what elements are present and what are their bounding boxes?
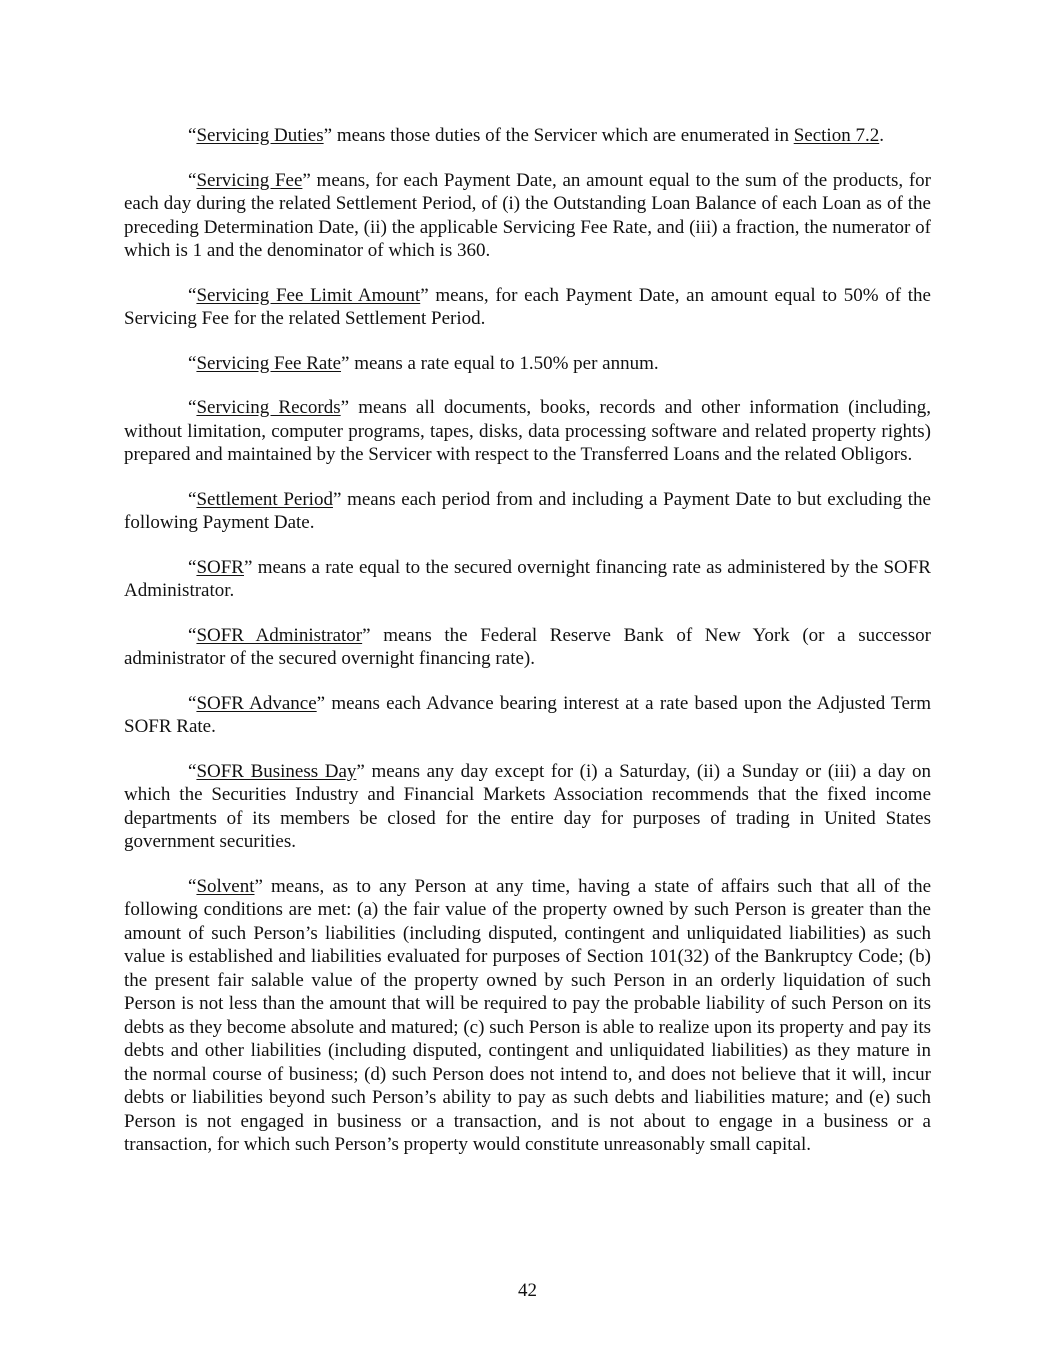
section-reference: Section 7.2 [793,125,880,146]
defined-term: SOFR Business Day [196,760,357,782]
definition-text: means all documents, books, records and other information (including, without limitation, computer programs, tapes, disks, data processing software and related property rights) prepared and maintained by the Servicer with respect to the Transferred Loans and the related Obligors. [124,397,931,465]
definition-servicing-fee-limit-amount: “Servicing Fee Limit Amount” means, for each Payment Date, an amount equal to 50% of the Servicing Fee for the related Settlement Period. [124,284,931,329]
definition-text: means each Advance bearing interest at a rate based upon the Adjusted Term SOFR Rate. [124,692,931,737]
defined-term: Settlement Period [196,488,333,510]
definition-sofr-advance: “SOFR Advance” means each Advance bearing interest at a rate based upon the Adjusted Term SOFR Rate. [124,692,931,737]
definition-settlement-period: “Settlement Period” means each period from and including a Payment Date to but excluding the following Payment Date. [124,488,931,533]
defined-term: Servicing Fee Limit Amount [196,284,421,306]
definition-servicing-records: “Servicing Records” means all documents, books, records and other information (including, without limitation, computer programs, tapes, disks, data processing software and related property rights) prepared and maintained by the Servicer with respect to the Transferred Loans and the related Obligors. [124,397,931,465]
definition-text: means a rate equal to 1.50% per annum. [349,352,659,374]
definition-text: means any day except for (i) a Saturday, (ii) a Sunday or (iii) a day on which the Securities Industry and Financial Markets Association recommends that the fixed income departments of its members be closed for the entire day for purposes of trading in United States government securities. [124,760,932,852]
definition-text: means, as to any Person at any time, having a state of affairs such that all of the following conditions are met: (a) the fair value of the property owned by such Person is greater than the amount of such Person’s liabilities (including disputed, contingent and unliquidated liabilities) as such value is established and liabilities evaluated for purposes of Section 101(32) of the Bankruptcy Code; (b) the present fair salable value of the property owned by such Person in an orderly liquidation of such Person is not less than the amount that will be required to pay the probable liability of such Person on its debts as they become absolute and matured; (c) such Person is able to realize upon its property and pay its debts and other liabilities (including disputed, contingent and unliquidated liabilities) as they mature in the normal course of business; (d) such Person does not intend to, and does not believe that it will, incur debts or liabilities beyond such Person’s ability to pay as such debts and liabilities mature; and (e) such Person is not engaged in business or a transaction, and is not about to engage in a business or a transaction, for which such Person’s property would constitute unreasonably small capital. [124,875,931,1155]
page-number: 42 [518,1280,537,1301]
definition-sofr-administrator: “SOFR Administrator” means the Federal Reserve Bank of New York (or a successor administrator of the secured overnight financing rate). [124,624,932,669]
definition-text: means, for each Payment Date, an amount equal to the sum of the products, for each day during the related Settlement Period, of (i) the Outstanding Loan Balance of each Loan as of the preceding Determination Date, (ii) the applicable Servicing Fee Rate, and (iii) a fraction, the numerator of which is 1 and the denominator of which is 360. [124,169,931,261]
document-body [124,124,931,1178]
definition-sofr-business-day: “SOFR Business Day” means any day except for (i) a Saturday, (ii) a Sunday or (iii) a day on which the Securities Industry and Financial Markets Association recommends that the fixed income departments of its members be closed for the entire day for purposes of trading in United States government securities. [124,760,932,852]
definition-text: means a rate equal to the secured overnight financing rate as administered by the SOFR Administrator. [124,556,931,601]
defined-term: Servicing Fee [196,169,303,191]
definition-servicing-fee-rate: “Servicing Fee Rate” means a rate equal to 1.50% per annum. [188,352,659,374]
defined-term: SOFR Advance [196,692,317,714]
definition-text: means, for each Payment Date, an amount equal to 50% of the Servicing Fee for the related Settlement Period. [124,284,931,329]
definition-servicing-duties: “Servicing Duties” means those duties of the Servicer which are enumerated in Section 7.2. [188,125,884,146]
definition-tail: . [879,125,884,146]
definition-solvent: “Solvent” means, as to any Person at any time, having a state of affairs such that all of the following conditions are met: (a) the fair value of the property owned by such Person is greater than the amount of such Person’s liabilities (including disputed, contingent and unliquidated liabilities) as such value is established and liabilities evaluated for purposes of Section 101(32) of the Bankruptcy Code; (b) the present fair salable value of the property owned by such Person in an orderly liquidation of such Person is not less than the amount that will be required to pay the probable liability of such Person on its debts as they become absolute and matured; (c) such Person is able to realize upon its property and pay its debts and other liabilities (including disputed, contingent and unliquidated liabilities) as they mature in the normal course of business; (d) such Person does not intend to, and does not believe that it will, incur debts or liabilities beyond such Person’s ability to pay as such debts and liabilities mature; and (e) such Person is not engaged in business or a transaction, and is not about to engage in a business or a transaction, for which such Person’s property would constitute unreasonably small capital. [124,875,931,1155]
definition-text: means each period from and including a Payment Date to but excluding the following Payment Date. [124,488,931,533]
defined-term: Servicing Records [196,397,341,418]
definition-sofr: “SOFR” means a rate equal to the secured overnight financing rate as administered by the SOFR Administrator. [124,556,931,601]
defined-term: SOFR Administrator [196,624,363,646]
defined-term: Servicing Duties [196,125,324,146]
defined-term: SOFR [196,556,244,578]
definition-servicing-fee: “Servicing Fee” means, for each Payment Date, an amount equal to the sum of the products, for each day during the related Settlement Period, of (i) the Outstanding Loan Balance of each Loan as of the preceding Determination Date, (ii) the applicable Servicing Fee Rate, and (iii) a fraction, the numerator of which is 1 and the denominator of which is 360. [124,169,931,261]
defined-term: Solvent [196,875,255,897]
definition-text: means the Federal Reserve Bank of New York (or a successor administrator of the secured overnight financing rate). [124,624,932,669]
definition-text: means those duties of the Servicer which are enumerated in [332,125,794,146]
defined-term: Servicing Fee Rate [196,352,342,374]
